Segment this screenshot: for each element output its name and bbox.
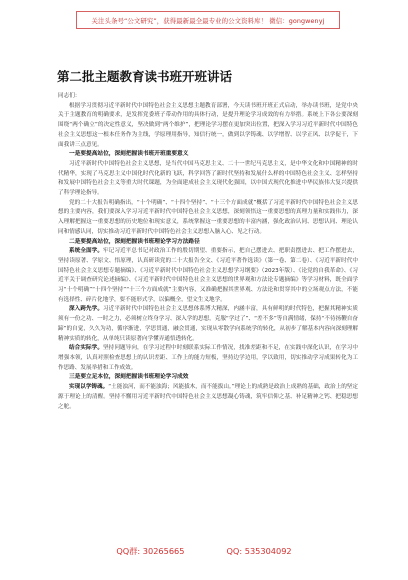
document-body [58,92,358,412]
paragraph-thought: 习近平新时代中国特色社会主义思想，是当代中国马克思主义、二十一世纪马克思主义，是中华文化和中国精神的时代精华，实现了马克思主义中国化时代化新的飞跃，科学回答了新时代坚持和发展什么样的中国特色社会主义、怎样坚持和发展中国特色社会主义等重大时代课题，为全面建成社会主义现代化强国，以中国式现代化推进中华民族伟大复兴提供了科学理论指导。 [58,160,358,197]
promo-banner: 关注头条号“公文研究”，获得最新最全最专业的公文资料库！ 微信：gongwenyj [76,11,340,29]
text-deep: 习近平新时代中国特色社会主义思想体系博大精深，内涵丰富，具有鲜明的时代特色，把握其精神实质须有一份之功、一时之力，必须树立终身学习、深入学的思想，克服“学过了”、“差不多”等自满情绪，保持“不待扬鞭自奋蹄”的自觉，久久为功，循序渐进，学思贯通，融会贯通，实现从零散学向系统学的转化，从初步了解基本内容向深刻理解精神实质的转化，从单纯只读原著向学懂弄通悟透转化。 [58,306,358,342]
lead-deep: 深入跨先学。 [69,306,104,313]
document-title: 第二批主题教育读书班开班讲话 [57,69,233,84]
qq-number: QQ: 535304092 [226,546,292,556]
text-practice: 坚持问题导向，在学习过程中时刻联系实际工作情况，找准差距和不足，在实践中深化认识，在学习中增强本领，认真对照检查思想上的认识差距、工作上的能力短板，坚持边学边用，学以致用，切实推动学习成果转化为工作思路、发展举措和工作成效。 [58,345,358,371]
lead-soul: 实现以学铸魂。 [69,384,109,391]
section-heading-3: 三是要立足本位，深刻把握读书班理论学习成效 [69,374,189,381]
paragraph-deep [58,305,358,344]
section-heading-2: 二是要提高站位，深刻把握读书班理论学习方法路径 [69,238,200,245]
text-soul: “土能浊河，而不能浊海；风能拔木，而不能拔山。”理论上的成熟是政治上成熟的基础，政治上的坚定源于理论上的清醒。坚持不懈用习近平新时代中国特色社会主义思想凝心铸魂，筑牢信仰之基、补足精神之钙、把稳思想之舵。 [58,384,358,410]
lead-systematic: 系统全面学。 [69,248,104,255]
greeting: 同志们： [58,93,81,99]
lead-practice: 结合实际学。 [69,345,104,352]
paragraph-intro: 根据学习贯彻习近平新时代中国特色社会主义思想主题教育部署，今天读书班开班正式启动，举办读书班，是党中央关于主题教育的明确要求，是发挥党委班子带动作用的具体行动，是提升理论学习成效的有力举措。系统上下各公要深刻围绕“两个确立”的决定性意义，坚决做到“两个维护”，把理论学习摆在更加突出位置，把深入学习习近平新时代中国特色社会主义思想这一根本任务作为主线，学原理用指导，知信行统一，做到以学铸魂、以学增智、以学正风、以学促干，下面我讲三点意见。 [58,102,358,148]
footer-contact [0,546,408,557]
paragraph-practice [58,344,358,373]
paragraph-systematic [58,247,358,305]
qq-group-number: QQ群: 30265665 [116,546,185,556]
paragraph-soul [58,383,358,412]
paragraph-report: 党的二十大报告明确指出，“十个明确”、“十四个坚持”、“十三个方面成就”概括了习近平新时代中国特色社会主义思想的主要内容，我们要深入学习习近平新时代中国特色社会主义思想，深刻领悟这一重要思想的真理力量和实践伟力，深入理解把握这一重要思想的历史地位和现实意义，系统掌握这一重要思想的丰富内涵，强化政治认同、思想认同、理论认同和情感认同，切实推动习近平新时代中国特色社会主义思想入脑入心、见之行动。 [58,199,358,235]
section-heading-1: 一是要提高站位，深刻把握读书班开班重要意义 [69,151,189,158]
text-systematic: 牢记习近平总书记对政治工作的殷切期望、重要指示，把自己摆进去、把职责摆进去、把工作摆进去，坚持读原著、学原文、悟原理，认真研读党的二十大报告全文、《习近平著作选读》（第一卷、第二卷）、《习近平新时代中国特色社会主义思想专题摘编》、《习近平新时代中国特色社会主义思想学习纲要》（2023年版）、《论党的自我革命》、《习近平关于调查研究论述摘编》、《习近平新时代中国特色社会主义思想的世界观和方法论专题摘编》等学习材料，既全面学习“十个明确”“十四个坚持”“十三个方面成就”主要内容，又准确把握其世界观、方法论和贯穿其中的立场观点方法，不能有选择性、碎片化地学，要不能形式学，以偏概全，望文生义地学。 [58,248,358,303]
